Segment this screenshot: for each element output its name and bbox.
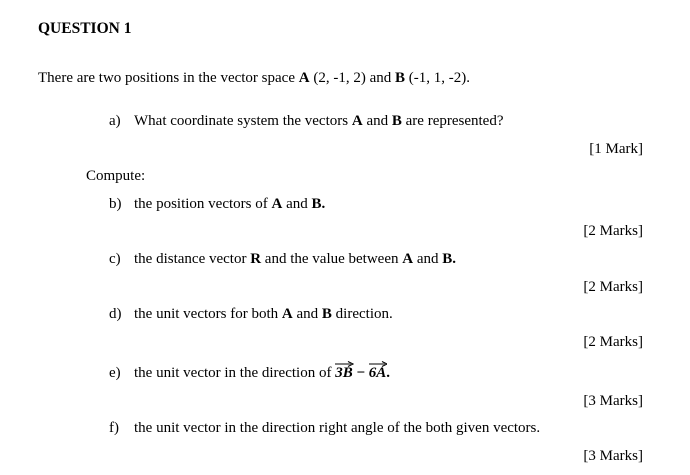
part-a-text: What coordinate system the vectors — [134, 113, 352, 129]
vector-expression-6a — [369, 364, 387, 382]
part-b-marks: [2 Marks] — [583, 223, 643, 239]
part-f — [109, 419, 540, 437]
expr-3b-text: 3B — [335, 365, 353, 381]
part-c-bold-1: R — [250, 251, 262, 267]
part-f-text: the unit vector in the direction right angle of the both given vectors. — [134, 420, 541, 436]
part-b-text: the position vectors of — [134, 196, 272, 212]
part-f-label: f) — [109, 420, 119, 436]
part-c-text-3: and — [413, 251, 443, 267]
part-a-bold-1: A — [351, 113, 363, 129]
part-a-label: a) — [109, 113, 121, 129]
part-f-marks: [3 Marks] — [583, 448, 643, 464]
part-e-marks: [3 Marks] — [583, 393, 643, 409]
intro-text: There are two positions in the vector space — [38, 70, 299, 86]
vector-b-label: B — [395, 70, 406, 86]
vector-a-label: A — [298, 70, 310, 86]
part-e — [109, 364, 390, 382]
part-a-text-3: are represented? — [401, 113, 504, 129]
part-c-bold-3: B. — [442, 251, 457, 267]
part-b-label: b) — [109, 196, 122, 212]
part-a-bold-2: B — [391, 113, 402, 129]
part-d-text: the unit vectors for both — [134, 306, 282, 322]
vector-expression-3b — [335, 364, 353, 382]
expr-period: . — [386, 365, 391, 381]
part-a-marks: [1 Mark] — [589, 141, 643, 157]
part-d-label: d) — [109, 306, 122, 322]
part-d-bold-1: A — [281, 306, 293, 322]
part-c-text: the distance vector — [134, 251, 251, 267]
part-d-text-3: direction. — [331, 306, 393, 322]
coord-a: (2, -1, 2) and — [309, 70, 395, 86]
part-b — [109, 195, 325, 213]
part-d-bold-2: B — [321, 306, 332, 322]
part-e-label: e) — [109, 365, 121, 381]
part-c-marks: [2 Marks] — [583, 279, 643, 295]
question-title: QUESTION 1 — [38, 20, 132, 37]
part-d-marks: [2 Marks] — [583, 334, 643, 350]
expr-6a-text: 6A — [368, 365, 387, 381]
part-b-text-2: and — [282, 196, 312, 212]
part-a-text-2: and — [362, 113, 392, 129]
part-b-bold-2: B. — [311, 196, 326, 212]
part-d-text-2: and — [292, 306, 322, 322]
intro-line — [38, 69, 470, 87]
part-c — [109, 250, 456, 268]
vector-arrow-icon — [369, 361, 388, 367]
expr-minus: − — [352, 365, 369, 381]
part-d — [109, 305, 393, 323]
part-c-text-2: and the value between — [261, 251, 403, 267]
vector-arrow-icon — [335, 361, 354, 367]
part-c-label: c) — [109, 251, 121, 267]
compute-label: Compute: — [86, 168, 146, 184]
part-a — [109, 112, 504, 130]
part-e-text: the unit vector in the direction of — [134, 365, 336, 381]
part-b-bold-1: A — [271, 196, 283, 212]
part-c-bold-2: A — [402, 251, 414, 267]
coord-b: (-1, 1, -2). — [405, 70, 470, 86]
